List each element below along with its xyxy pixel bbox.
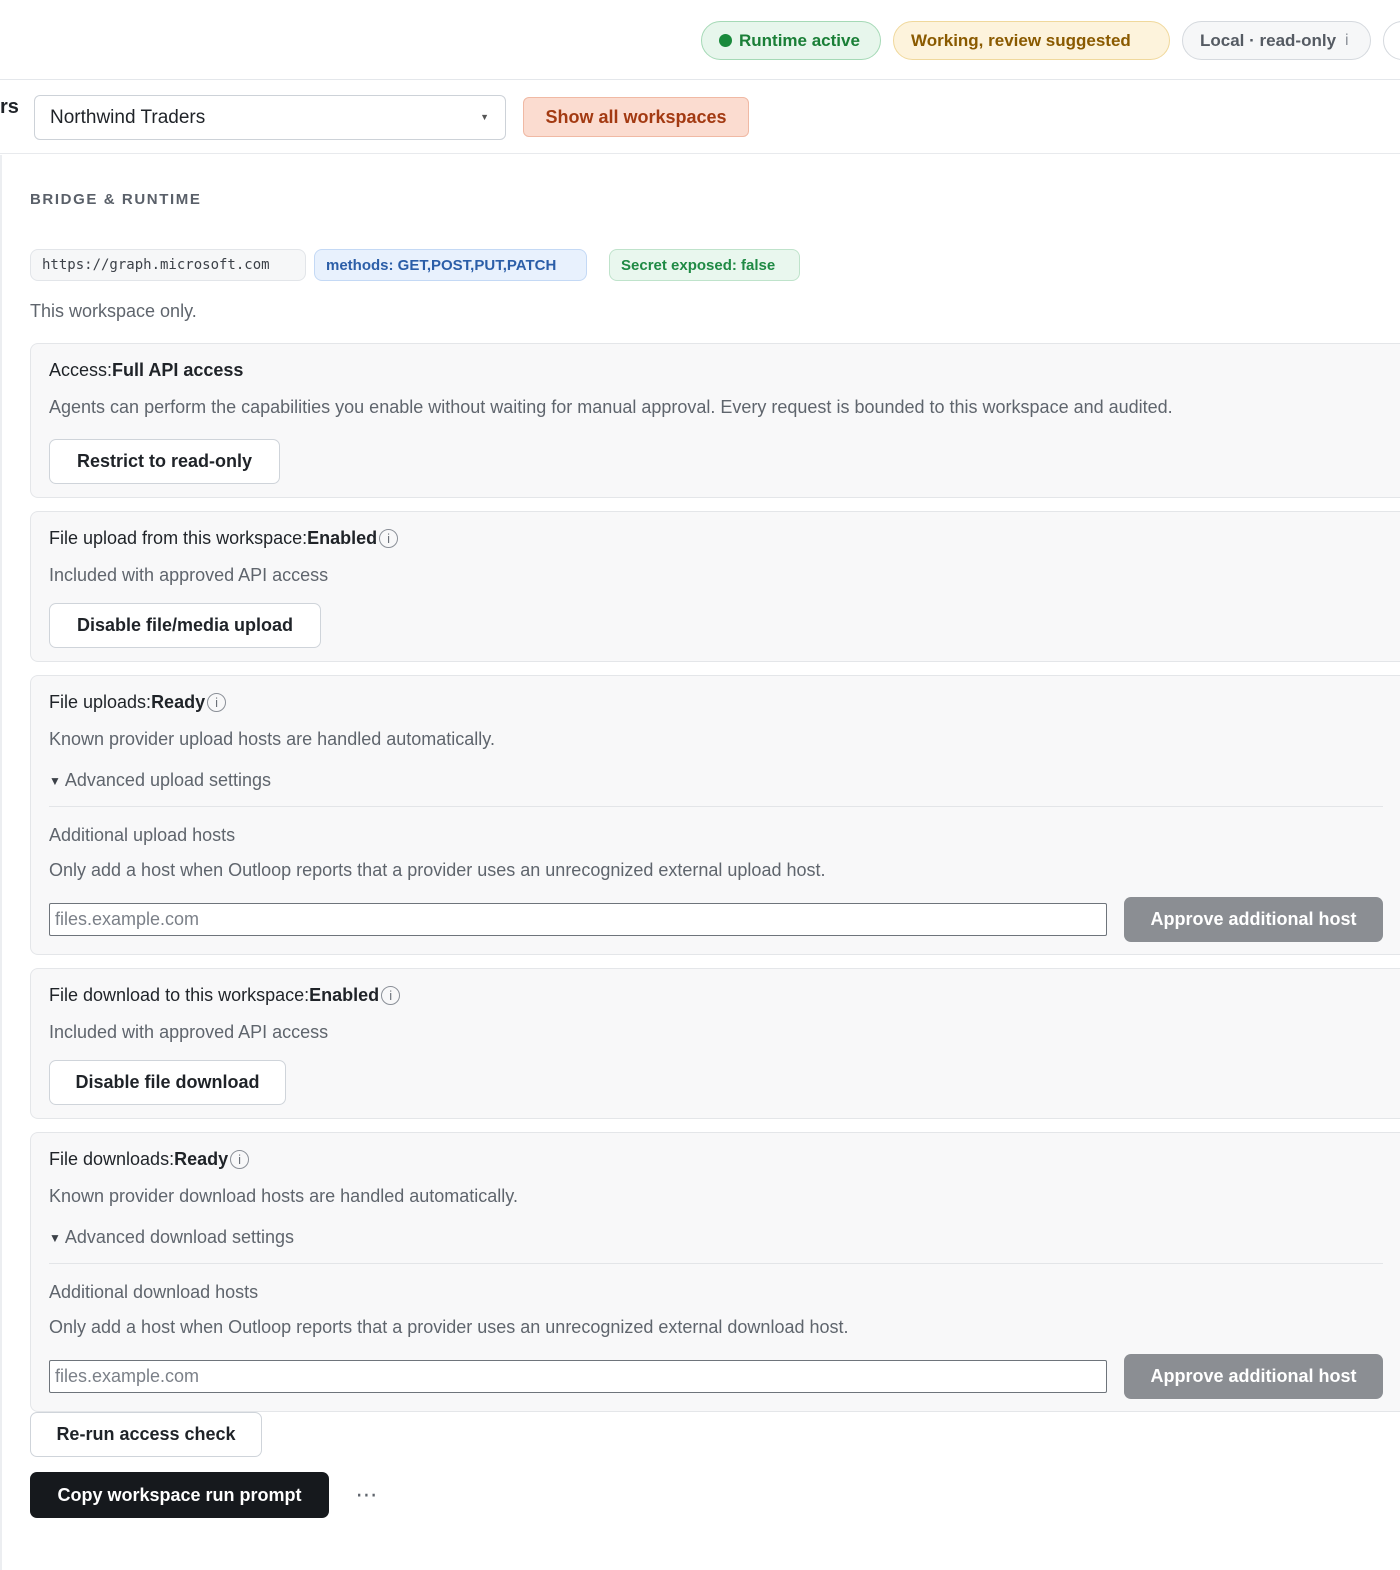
file-uploads-description: Known provider upload hosts are handled automatically. (49, 729, 495, 749)
chevron-down-icon: ▼ (480, 112, 489, 122)
file-upload-label: File upload from this workspace: (49, 528, 308, 548)
local-mode-label: Local · read-only (1200, 30, 1337, 50)
workspace-select[interactable] (34, 95, 506, 140)
divider (49, 1263, 1383, 1264)
status-dot-icon (719, 34, 732, 47)
file-upload-value: Enabled (307, 528, 378, 548)
download-host-input[interactable] (49, 1360, 1107, 1393)
file-uploads-ready-card (30, 675, 1400, 955)
endpoint-url-chip: https://graph.microsoft.com (30, 249, 306, 281)
approve-upload-host-button[interactable]: Approve additional host (1124, 897, 1383, 942)
divider (49, 806, 1383, 807)
info-icon[interactable]: i (379, 529, 398, 548)
triangle-down-icon: ▼ (49, 1230, 61, 1245)
advanced-download-settings-toggle[interactable] (49, 1227, 294, 1248)
workspace-bar-label: rs (0, 96, 19, 118)
more-options-icon[interactable]: ⋯ (355, 1482, 379, 1507)
advanced-upload-settings-label: Advanced upload settings (64, 770, 272, 790)
additional-upload-hosts-label: Additional upload hosts (49, 825, 236, 845)
bridge-runtime-panel (0, 155, 1400, 1570)
file-downloads-description: Known provider download hosts are handled automatically. (49, 1186, 518, 1206)
review-status-badge (893, 21, 1170, 60)
file-upload-heading (49, 528, 398, 549)
section-title: BRIDGE & RUNTIME (30, 191, 202, 208)
runtime-status-label: Runtime active (739, 30, 860, 50)
file-upload-card (30, 511, 1400, 662)
copy-workspace-run-prompt-button[interactable]: Copy workspace run prompt (30, 1472, 329, 1518)
show-all-workspaces-button[interactable]: Show all workspaces (523, 97, 749, 137)
runtime-status-badge (701, 21, 881, 60)
file-uploads-value: Ready (151, 692, 206, 712)
rerun-access-check-button[interactable]: Re-run access check (30, 1412, 262, 1457)
file-download-heading (49, 985, 400, 1006)
file-download-card (30, 968, 1400, 1119)
clipped-content-edge (42, 155, 152, 159)
file-download-label: File download to this workspace: (49, 985, 310, 1005)
restrict-read-only-button[interactable]: Restrict to read-only (49, 439, 280, 484)
disable-file-download-button[interactable]: Disable file download (49, 1060, 286, 1105)
upload-host-input[interactable] (49, 903, 1107, 936)
local-mode-badge[interactable] (1182, 21, 1371, 60)
file-upload-description: Included with approved API access (49, 565, 329, 585)
methods-chip: methods: GET,POST,PUT,PATCH (314, 249, 587, 281)
file-download-description: Included with approved API access (49, 1022, 329, 1042)
status-bar (0, 0, 1400, 80)
overflow-badge[interactable] (1383, 21, 1400, 60)
disable-file-upload-button[interactable]: Disable file/media upload (49, 603, 321, 648)
file-uploads-heading (49, 692, 226, 713)
additional-download-hosts-label: Additional download hosts (49, 1282, 259, 1302)
access-value: Full API access (112, 360, 244, 380)
access-heading (49, 360, 243, 381)
advanced-upload-settings-toggle[interactable] (49, 770, 271, 791)
file-downloads-heading (49, 1149, 249, 1170)
info-icon[interactable]: i (381, 986, 400, 1005)
info-icon[interactable]: i (207, 693, 226, 712)
triangle-down-icon: ▼ (49, 773, 61, 788)
file-downloads-ready-card (30, 1132, 1400, 1412)
additional-download-hosts-help: Only add a host when Outloop reports that a provider uses an unrecognized external download host. (49, 1317, 849, 1337)
file-downloads-value: Ready (174, 1149, 229, 1169)
review-status-label: Working, review suggested (911, 30, 1131, 50)
file-download-value: Enabled (309, 985, 380, 1005)
access-description: Agents can perform the capabilities you enable without waiting for manual approval. Every request is bounded to this workspace and audited. (49, 397, 1173, 417)
secret-exposed-chip: Secret exposed: false (609, 249, 800, 281)
access-label: Access: (49, 360, 113, 380)
file-downloads-label: File downloads: (49, 1149, 175, 1169)
approve-download-host-button[interactable]: Approve additional host (1124, 1354, 1383, 1399)
workspace-bar (0, 81, 1400, 154)
info-icon[interactable]: i (1345, 31, 1349, 49)
advanced-download-settings-label: Advanced download settings (64, 1227, 295, 1247)
additional-upload-hosts-help: Only add a host when Outloop reports that a provider uses an unrecognized external upload host. (49, 860, 826, 880)
info-icon[interactable]: i (230, 1150, 249, 1169)
scope-note: This workspace only. (30, 301, 197, 321)
access-card (30, 343, 1400, 498)
file-uploads-label: File uploads: (49, 692, 152, 712)
workspace-select-value: Northwind Traders (50, 106, 206, 128)
